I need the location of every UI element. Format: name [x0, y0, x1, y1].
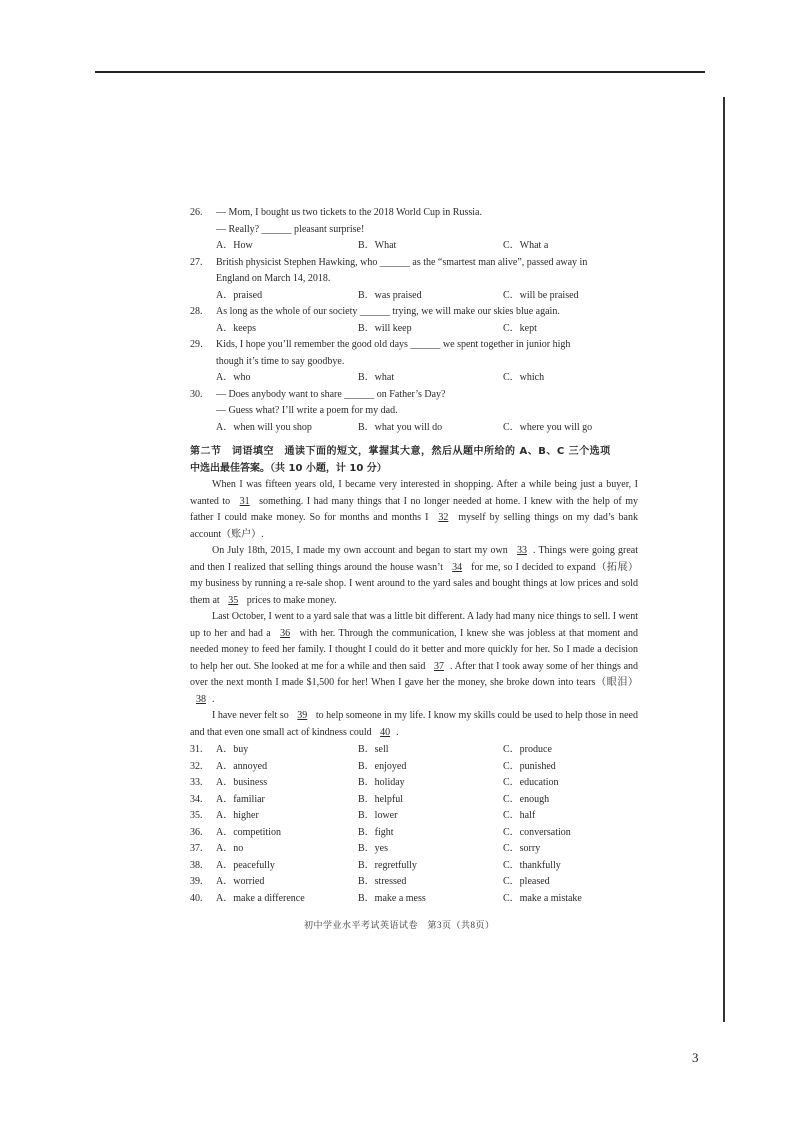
- blank-39: 39: [297, 710, 308, 721]
- row-number: 38.: [190, 859, 203, 871]
- option-c: C．enough: [503, 793, 550, 805]
- option-c: C．What a: [503, 240, 549, 251]
- page-number: 3: [692, 1050, 699, 1065]
- passage-text: with her. Through the communication, I knew she was jobless at that moment and needed money to feed her family. I thought I could do it better and more quickly for her. So I made a decision to help her out. She looked at me for a while and then said: [190, 627, 638, 672]
- question-number: 27.: [190, 256, 203, 268]
- row-number: 33.: [190, 777, 203, 788]
- option-c: C．where you will go: [503, 421, 593, 433]
- passage-text: . After that I took away some of her things and over the next month I made $1,500 for her! When I gave her the money, she broke down into tears（眼泪）: [190, 660, 639, 688]
- section-title: 第二节 词语填空 通读下面的短文，掌握其大意，然后从题中所给的 A、B、C 三个选项: [190, 446, 611, 457]
- answer-row-36: [190, 825, 638, 842]
- option-b: B．will keep: [358, 322, 412, 334]
- answer-row-40: [190, 891, 638, 908]
- option-a: A．peacefully: [216, 859, 275, 871]
- passage-text: .: [212, 693, 215, 705]
- passage-paragraph-2: [190, 543, 638, 609]
- option-b: B．make a mess: [358, 892, 426, 904]
- passage-text: I have never felt so: [212, 710, 292, 721]
- row-number: 40.: [190, 892, 203, 904]
- row-number: 34.: [190, 793, 203, 805]
- option-c: C．kept: [503, 322, 537, 334]
- options-28: [190, 321, 638, 338]
- option-c: C．make a mistake: [503, 892, 582, 904]
- question-number: 29．: [190, 339, 210, 350]
- blank-37: 37: [434, 660, 445, 672]
- passage-text: something. I had many things that I no longer needed at home. I knew with the help of my father I could make money. So for months and months I: [190, 495, 639, 523]
- question-line: though it’s time to say goodbye.: [216, 355, 345, 367]
- question-line: — Really? ______ pleasant surprise!: [216, 223, 365, 235]
- blank-33: 33: [516, 545, 527, 556]
- option-b: B．was praised: [358, 289, 422, 301]
- top-rule: [95, 71, 705, 73]
- question-line: England on March 14, 2018.: [216, 273, 331, 284]
- passage-text: .: [396, 726, 399, 738]
- option-c: C．conversation: [503, 826, 571, 838]
- answer-row-34: [190, 792, 638, 809]
- question-28: [190, 304, 638, 321]
- passage-text: myself by selling things on my dad’s bank account（账户）.: [190, 512, 638, 540]
- question-number: 26.: [190, 207, 203, 218]
- passage-text: When I was fifteen years old, I became very interested in shopping. After a while being just a buyer, I wanted to: [190, 479, 638, 507]
- section-subtitle: 中选出最佳答案。（共 10 小题，计 10 分）: [190, 462, 387, 474]
- question-number: 28.: [190, 306, 203, 317]
- row-number: 36.: [190, 826, 203, 838]
- option-a: A．keeps: [216, 322, 256, 334]
- option-c: C．which: [503, 372, 545, 383]
- answer-row-33: [190, 775, 638, 792]
- question-line: — Guess what? I’ll write a poem for my dad.: [216, 405, 398, 416]
- row-number: 32.: [190, 760, 203, 772]
- option-a: A．higher: [216, 810, 259, 821]
- option-c: C．will be praised: [503, 289, 579, 301]
- question-number: 30.: [190, 388, 203, 400]
- passage-text: Last October, I went to a yard sale that was a little bit different. A lady had many nice things to sell. I went up to her and had a: [190, 611, 638, 639]
- question-29: [190, 337, 638, 370]
- binding-rule: [723, 97, 725, 1022]
- blank-40: 40: [380, 726, 391, 738]
- option-a: A．business: [216, 777, 268, 788]
- option-a: A．praised: [216, 289, 263, 301]
- question-26: [190, 205, 638, 238]
- blank-35: 35: [228, 594, 239, 606]
- option-c: C．half: [503, 810, 536, 821]
- option-b: B．what: [358, 372, 395, 383]
- option-a: A．who: [216, 372, 251, 383]
- answer-options: [190, 742, 638, 907]
- option-c: C．produce: [503, 744, 552, 755]
- row-number: 35.: [190, 810, 203, 821]
- exam-content: [190, 205, 638, 907]
- option-b: B．holiday: [358, 777, 405, 788]
- option-c: C．education: [503, 777, 559, 788]
- option-b: B．yes: [358, 843, 388, 854]
- option-a: A．when will you shop: [216, 421, 312, 433]
- answer-row-38: [190, 858, 638, 875]
- option-c: C．thankfully: [503, 859, 561, 871]
- option-b: B．lower: [358, 810, 398, 821]
- passage-text: prices to make money.: [244, 594, 337, 606]
- option-b: B．fight: [358, 826, 394, 838]
- question-27: [190, 255, 638, 288]
- options-26: [190, 238, 638, 255]
- passage-paragraph-1: [190, 477, 638, 543]
- page-footer: 初中学业水平考试英语试卷 第3页（共8页）: [304, 920, 495, 930]
- blank-36: 36: [280, 627, 291, 639]
- passage-paragraph-3: [190, 609, 638, 708]
- question-line: Kids, I hope you’ll remember the good old days ______ we spent together in junior high: [216, 339, 571, 350]
- blank-32: 32: [438, 512, 449, 523]
- option-a: A．annoyed: [216, 760, 268, 772]
- option-a: A．buy: [216, 744, 249, 755]
- option-c: C．pleased: [503, 876, 550, 887]
- blank-31: 31: [239, 495, 250, 507]
- option-b: B．regretfully: [358, 859, 417, 871]
- row-number: 31.: [190, 744, 203, 755]
- option-a: A．make a difference: [216, 892, 305, 904]
- question-line: — Does anybody want to share ______ on Father’s Day?: [216, 388, 446, 400]
- row-number: 37.: [190, 843, 203, 854]
- blank-38: 38: [196, 693, 206, 705]
- options-29: [190, 370, 638, 387]
- answer-row-31: [190, 742, 638, 759]
- question-line: British physicist Stephen Hawking, who ______ as the “smartest man alive”, passed away in: [216, 256, 588, 268]
- option-c: C．punished: [503, 760, 556, 772]
- option-b: B．sell: [358, 744, 389, 755]
- option-a: A．familiar: [216, 793, 265, 805]
- options-27: [190, 288, 638, 305]
- answer-row-39: [190, 874, 638, 891]
- question-line: As long as the whole of our society ______ trying, we will make our skies blue again.: [216, 306, 560, 317]
- passage-text: for me, so I decided to expand（拓展）my business by running a re-sale shop. I went around to the yard sales and bought things at low prices and sold them at: [190, 561, 638, 606]
- row-number: 39.: [190, 876, 203, 887]
- option-b: B．What: [358, 240, 397, 251]
- options-30: [190, 420, 638, 437]
- answer-row-37: [190, 841, 638, 858]
- question-30: [190, 387, 638, 420]
- question-line: — Mom, I bought us two tickets to the 2018 World Cup in Russia.: [216, 207, 482, 218]
- option-c: C．sorry: [503, 843, 541, 854]
- passage-text: . Things were going great and then I realized that selling things around the house wasn’t: [190, 545, 638, 573]
- blank-34: 34: [452, 561, 463, 573]
- passage-text: On July 18th, 2015, I made my own account and began to start my own: [212, 545, 511, 556]
- option-a: A．no: [216, 843, 244, 854]
- option-a: A．competition: [216, 826, 281, 838]
- option-b: B．enjoyed: [358, 760, 407, 772]
- passage-text: to help someone in my life. I know my skills could be used to help those in need and that even one small act of kindness could: [190, 710, 638, 738]
- option-b: B．helpful: [358, 793, 403, 805]
- option-a: A．worried: [216, 876, 265, 887]
- answer-row-35: [190, 808, 638, 825]
- answer-row-32: [190, 759, 638, 776]
- option-b: B．stressed: [358, 876, 407, 887]
- option-a: A．How: [216, 240, 253, 251]
- passage-paragraph-4: [190, 708, 638, 741]
- option-b: B．what you will do: [358, 421, 443, 433]
